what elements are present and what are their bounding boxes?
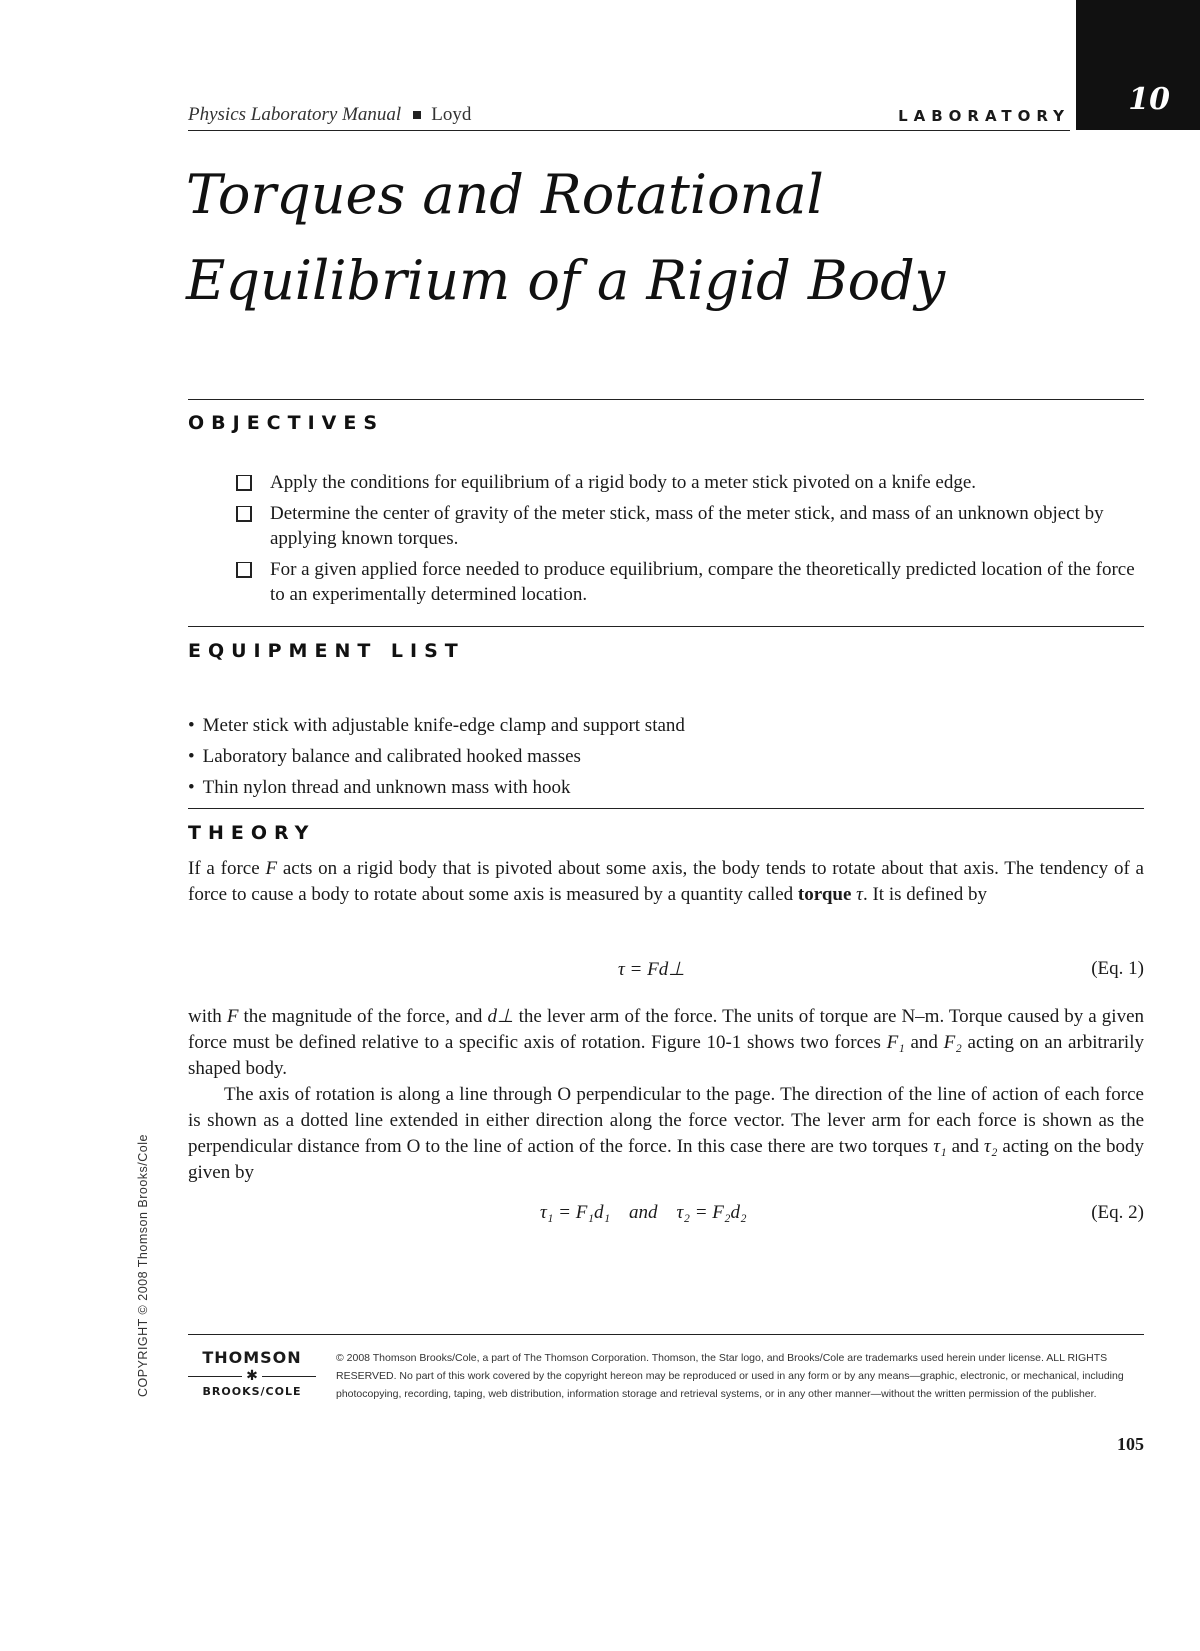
equipment-heading: EQUIPMENT LIST <box>188 640 465 662</box>
term-torque: torque <box>797 884 852 905</box>
objective-item: Determine the center of gravity of the meter stick, mass of the meter stick, and mass of an unknown object by applying known torques. <box>232 501 1144 551</box>
bullet-icon: • <box>188 777 195 798</box>
running-header <box>188 102 1070 131</box>
equipment-item: • Meter stick with adjustable knife-edge clamp and support stand <box>188 710 685 741</box>
square-bullet-icon <box>413 111 421 119</box>
equation-1-label: (Eq. 1) <box>1091 958 1144 979</box>
objectives-list <box>232 470 1144 613</box>
theory-paragraph-1: If a force F acts on a rigid body that is pivoted about some axis, the body tends to rotate about that axis. The tendency of a force to cause a body to rotate about some axis is measured by a quantity called torque τ. It is defined by <box>188 858 1144 905</box>
author-name: Loyd <box>431 104 472 125</box>
theory-paragraph-3: The axis of rotation is along a line through O perpendicular to the page. The direction of the line of action of each force is shown as a dotted line extended in either direction along the force vector. The lever arm for each force is shown as the perpendicular distance from O to the line of action of the force. In this case there are two torques τ₁ and τ₂ acting on the body given by <box>188 1084 1145 1183</box>
theory-paragraph-2: with F the magnitude of the force, and d⊥ the lever arm of the force. The units of torque are N–m. Torque caused by a given force must be defined relative to a specific axis of rotation. Figure 10-1 shows two forces F₁ and F₂ acting on an arbitrarily shaped body. <box>188 1006 1145 1079</box>
lab-number-tab <box>1076 0 1200 130</box>
copyright-notice: © 2008 Thomson Brooks/Cole, a part of The Thomson Corporation. Thomson, the Star logo, and Brooks/Cole are trademarks used herein under license. ALL RIGHTS RESERVED. No part of this work covered by the copyright hereon may be reproduced or used in any form or by any means—graphic, electronic, or mechanical, including photocopying, recording, taping, web distribution, information storage and retrieval systems, or in any other manner—without the written permission of the publisher. <box>336 1352 1124 1400</box>
side-copyright: COPYRIGHT © 2008 Thomson Brooks/Cole <box>136 1134 150 1397</box>
equation-1-expression: τ = Fd⊥ <box>618 959 685 980</box>
equation-2-label: (Eq. 2) <box>1091 1202 1144 1223</box>
checkbox-bullet-icon <box>236 475 252 491</box>
title-line-1: Torques and Rotational <box>186 163 824 226</box>
section-divider <box>188 399 1144 400</box>
page-title <box>186 152 1066 324</box>
star-logo-icon: ✱ <box>188 1369 316 1383</box>
section-divider <box>188 626 1144 627</box>
objectives-heading: OBJECTIVES <box>188 412 385 434</box>
publisher-logo <box>188 1348 316 1398</box>
title-line-2: Equilibrium of a Rigid Body <box>186 249 946 312</box>
laboratory-label: LABORATORY <box>898 107 1070 125</box>
equipment-list <box>188 710 685 803</box>
lab-number: 10 <box>1128 82 1170 117</box>
logo-thomson: THOMSON <box>202 1348 302 1367</box>
footer-divider <box>188 1334 1144 1335</box>
checkbox-bullet-icon <box>236 506 252 522</box>
bullet-icon: • <box>188 746 195 767</box>
equation-2-expression: τ₁ = F₁d₁ and τ₂ = F₂d₂ <box>540 1202 747 1223</box>
theory-heading: THEORY <box>188 822 316 844</box>
page-number: 105 <box>1117 1434 1144 1454</box>
manual-title: Physics Laboratory Manual <box>188 104 402 125</box>
equipment-item: • Laboratory balance and calibrated hooked masses <box>188 741 685 772</box>
running-header-left <box>188 104 471 126</box>
logo-brooks-cole: BROOKS/COLE <box>202 1385 302 1398</box>
bullet-icon: • <box>188 715 195 736</box>
equipment-item: • Thin nylon thread and unknown mass with hook <box>188 772 685 803</box>
objective-item: Apply the conditions for equilibrium of a rigid body to a meter stick pivoted on a knife edge. <box>232 470 1144 495</box>
objective-item: For a given applied force needed to produce equilibrium, compare the theoretically predicted location of the force to an experimentally determined location. <box>232 557 1144 607</box>
section-divider <box>188 808 1144 809</box>
checkbox-bullet-icon <box>236 562 252 578</box>
